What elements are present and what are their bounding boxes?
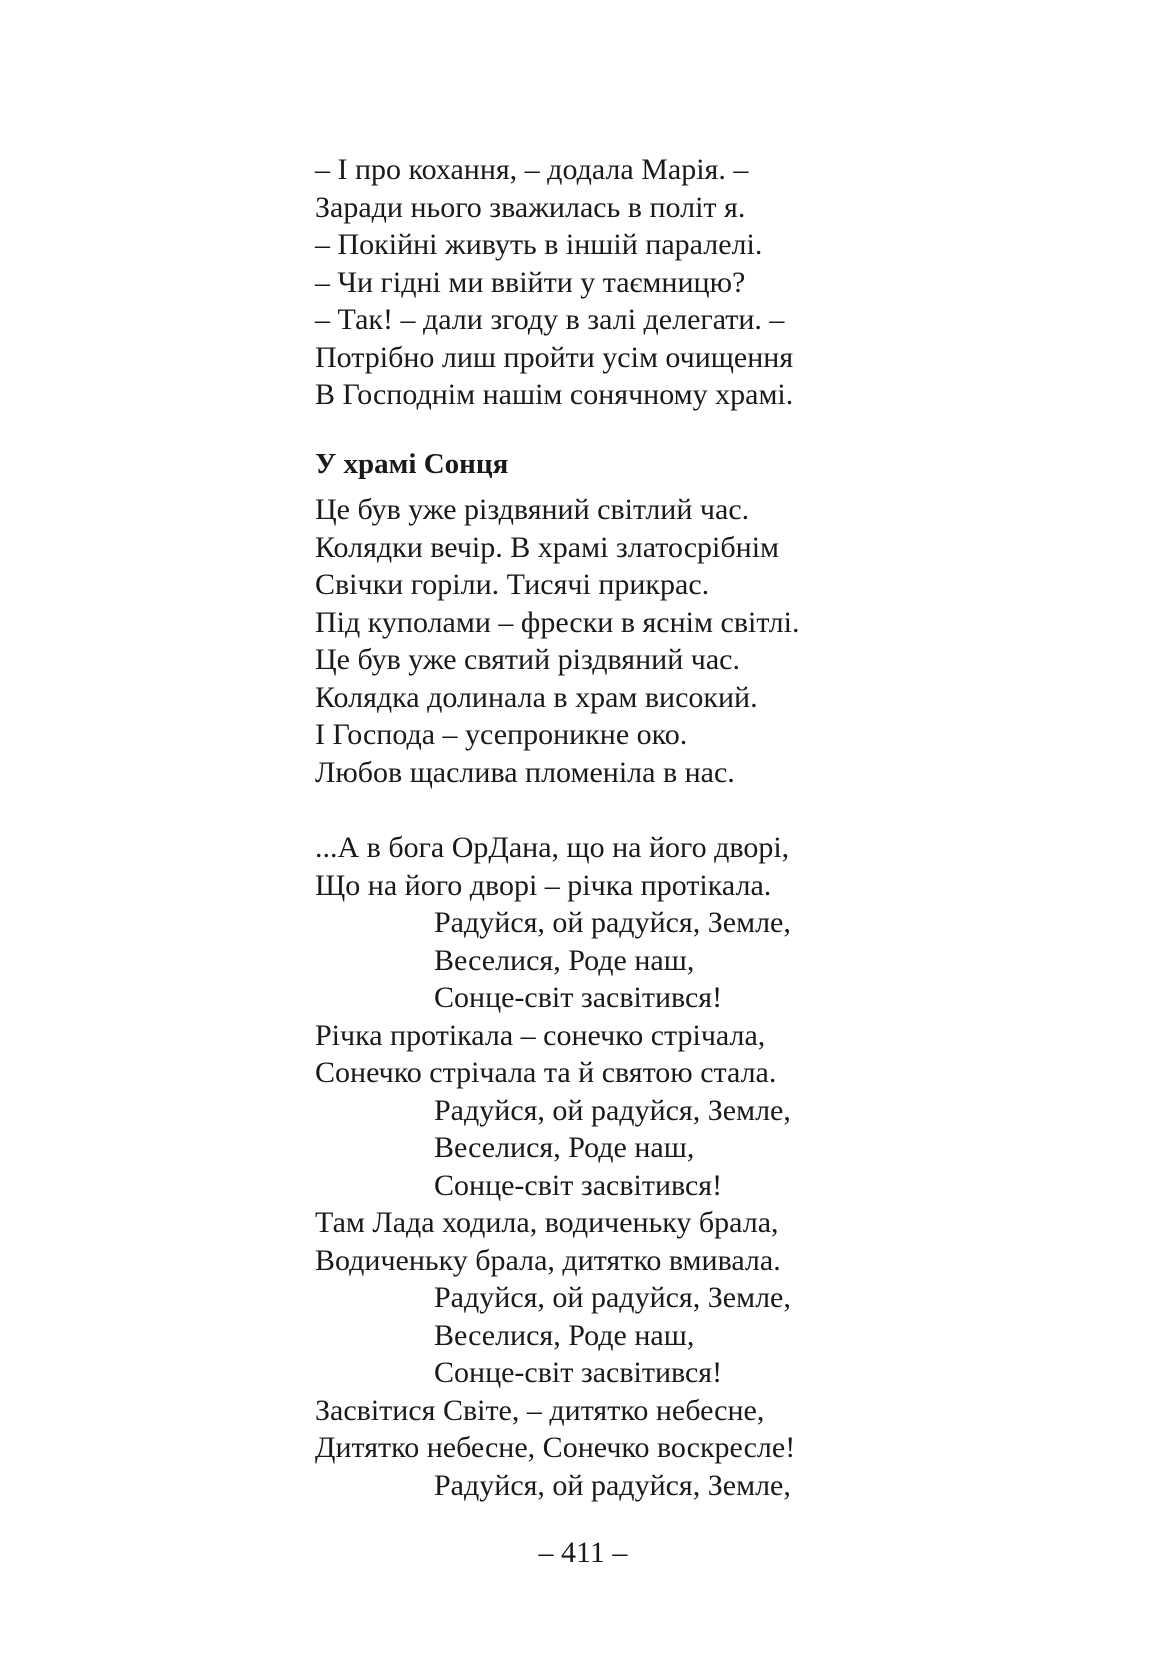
refrain-line: Веселися, Роде наш, <box>434 1318 695 1352</box>
verse-line: І Господа – усепроникне око. <box>315 718 688 751</box>
verse-line: В Господнім нашім сонячному храмі. <box>315 378 794 411</box>
verse-line: Водиченьку брала, дитятко вмивала. <box>315 1243 781 1277</box>
verse-line: Заради нього зважилась в політ я. <box>315 190 746 224</box>
verse-line: Сонечко стрічала та й святою стала. <box>315 1056 777 1089</box>
refrain-line: Веселися, Роде наш, <box>434 1131 695 1164</box>
verse-line: – І про кохання, – додала Марія. – <box>315 153 749 186</box>
refrain-line: Сонце-світ засвітився! <box>434 1168 723 1202</box>
verse-line: Потрібно лиш пройти усім очищення <box>315 340 794 374</box>
carol-verse <box>315 829 1075 1504</box>
verse-line: Під куполами – фрески в яснім світлі. <box>315 605 800 639</box>
refrain-line: Радуйся, ой радуйся, Земле, <box>434 1281 791 1314</box>
verse-line: Колядка долинала в храм високий. <box>315 680 758 714</box>
verse-line: Що на його дворі – річка протікала. <box>315 868 772 902</box>
verse-line: Це був уже різдвяний світлий час. <box>315 493 750 526</box>
refrain-line: Радуйся, ой радуйся, Земле, <box>434 1468 791 1502</box>
refrain-line: Сонце-світ засвітився! <box>434 1356 723 1389</box>
verse-line: Дитятко небесне, Сонечко воскресле! <box>315 1431 796 1464</box>
verse-line: Це був уже святий різдвяний час. <box>315 643 740 676</box>
stanza <box>315 491 1075 791</box>
refrain-line: Веселися, Роде наш, <box>434 943 695 977</box>
refrain-line: Радуйся, ой радуйся, Земле, <box>434 1093 791 1127</box>
refrain-line: Сонце-світ засвітився! <box>434 981 723 1014</box>
verse-line: Там Лада ходила, водиченьку брала, <box>315 1206 779 1239</box>
verse-line: Річка протікала – сонечко стрічала, <box>315 1018 766 1052</box>
verse-line: – Покійні живуть в іншій паралелі. <box>315 228 763 261</box>
verse-line: Колядки вечір. В храмі златосрібнім <box>315 530 780 564</box>
verse-line: – Так! – дали згоду в залі делегати. – <box>315 303 785 336</box>
page-number: – 411 – <box>538 1536 628 1569</box>
section-heading: У храмі Сонця <box>315 448 509 480</box>
refrain-line: Радуйся, ой радуйся, Земле, <box>434 906 791 939</box>
verse-line: – Чи гідні ми ввійти у таємницю? <box>315 265 746 299</box>
verse-line: ...А в бога ОрДана, що на його дворі, <box>315 831 790 864</box>
verse-line: Любов щаслива пломеніла в нас. <box>315 755 735 789</box>
dialogue-verse <box>315 151 1075 414</box>
verse-line: Засвітися Світе, – дитятко небесне, <box>315 1393 765 1427</box>
verse-line: Свічки горіли. Тисячі прикрас. <box>315 568 710 601</box>
